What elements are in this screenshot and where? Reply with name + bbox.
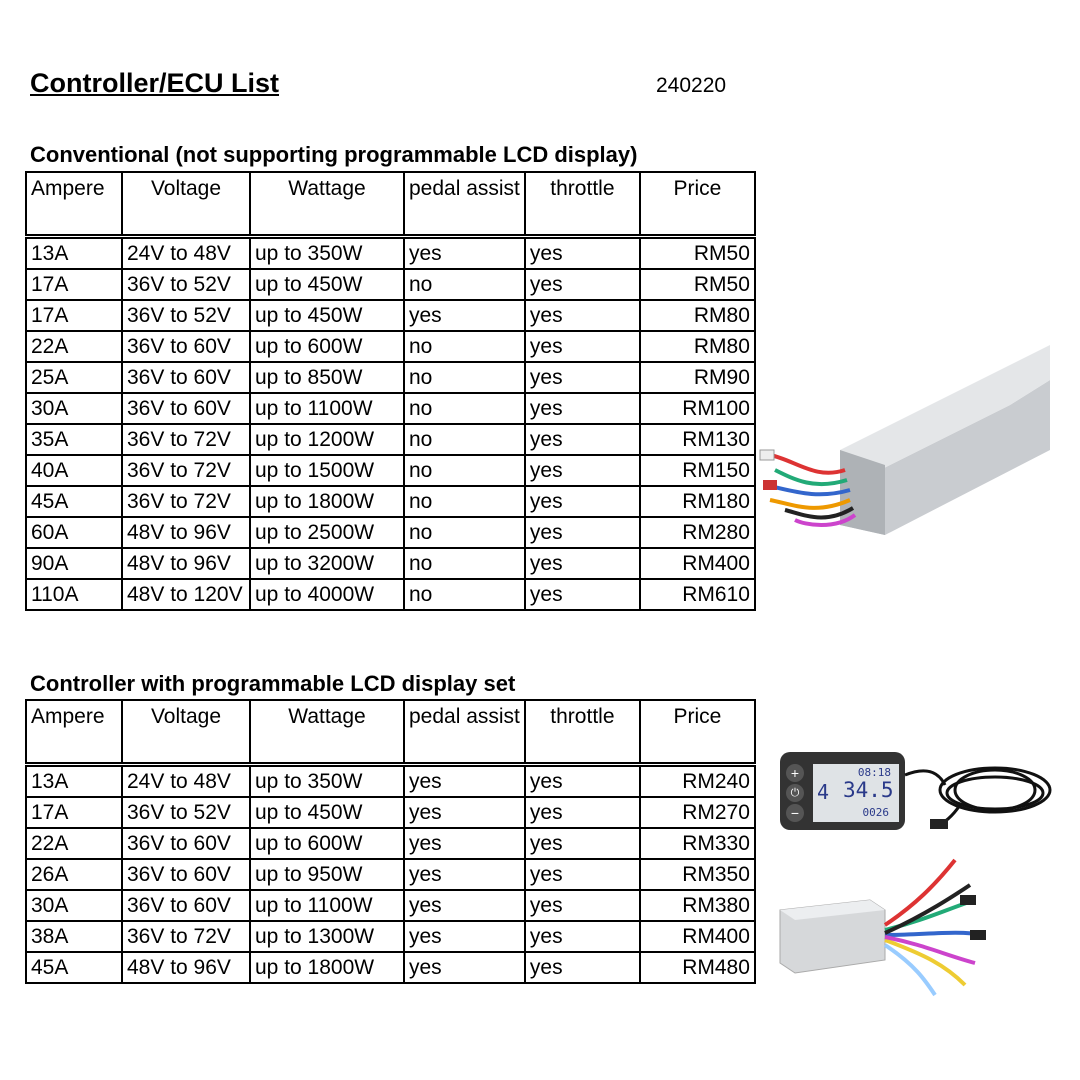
cell-price: RM100 [640,393,755,424]
column-header-wattage: Wattage [250,172,404,237]
cell-price: RM480 [640,952,755,983]
cell-price: RM80 [640,331,755,362]
cell-throttle: yes [525,828,640,859]
cell-throttle: yes [525,921,640,952]
cell-pedal-assist: no [404,331,525,362]
lcd-controller-photo [775,845,1005,1005]
cell-pedal-assist: yes [404,952,525,983]
cell-voltage: 48V to 96V [122,517,250,548]
table-row [26,517,755,548]
cell-throttle: yes [525,890,640,921]
cell-wattage: up to 1200W [250,424,404,455]
date-code: 240220 [656,74,727,97]
table-row [26,579,755,610]
cell-voltage: 36V to 52V [122,269,250,300]
cell-ampere: 17A [26,797,122,828]
cell-price: RM240 [640,765,755,798]
cell-pedal-assist: no [404,517,525,548]
cell-throttle: yes [525,579,640,610]
cell-throttle: yes [525,362,640,393]
lcd-display-photo [780,752,905,830]
minus-button-icon: − [786,804,804,822]
cell-throttle: yes [525,300,640,331]
cell-voltage: 48V to 120V [122,579,250,610]
table-row [26,859,755,890]
cell-price: RM380 [640,890,755,921]
cell-ampere: 22A [26,828,122,859]
header-row [26,700,755,765]
cell-ampere: 30A [26,890,122,921]
cell-throttle: yes [525,393,640,424]
cell-ampere: 13A [26,237,122,270]
cell-ampere: 22A [26,331,122,362]
cell-price: RM270 [640,797,755,828]
cell-price: RM90 [640,362,755,393]
cell-ampere: 40A [26,455,122,486]
cell-ampere: 38A [26,921,122,952]
cell-wattage: up to 600W [250,828,404,859]
cell-pedal-assist: no [404,269,525,300]
cell-throttle: yes [525,424,640,455]
cell-voltage: 36V to 60V [122,859,250,890]
cell-ampere: 60A [26,517,122,548]
cell-wattage: up to 450W [250,269,404,300]
table-row [26,765,755,798]
lcd-clock: 08:18 [857,766,891,779]
cell-pedal-assist: yes [404,237,525,270]
cell-pedal-assist: no [404,362,525,393]
section-heading-lcd: Controller with programmable LCD display set [30,671,516,696]
cell-price: RM130 [640,424,755,455]
cell-price: RM50 [640,269,755,300]
cell-price: RM280 [640,517,755,548]
table-row [26,828,755,859]
cell-voltage: 24V to 48V [122,765,250,798]
display-cable-photo [900,755,1060,835]
cell-ampere: 45A [26,486,122,517]
cell-ampere: 25A [26,362,122,393]
cell-wattage: up to 350W [250,765,404,798]
cell-voltage: 36V to 52V [122,300,250,331]
table-row [26,921,755,952]
cell-pedal-assist: no [404,579,525,610]
cell-pedal-assist: no [404,424,525,455]
column-header-throttle: throttle [525,172,640,237]
cell-throttle: yes [525,237,640,270]
cell-price: RM330 [640,828,755,859]
cell-ampere: 17A [26,269,122,300]
cell-price: RM400 [640,548,755,579]
cell-wattage: up to 1800W [250,486,404,517]
cell-ampere: 26A [26,859,122,890]
cell-pedal-assist: yes [404,859,525,890]
cell-pedal-assist: no [404,548,525,579]
conventional-controller-table [25,171,756,611]
cell-voltage: 36V to 72V [122,486,250,517]
cell-throttle: yes [525,331,640,362]
cell-pedal-assist: yes [404,921,525,952]
cell-wattage: up to 1300W [250,921,404,952]
lcd-assist: 4 [817,780,830,804]
column-header-pedal-assist: pedal assist [404,172,525,237]
cell-throttle: yes [525,517,640,548]
cell-pedal-assist: yes [404,300,525,331]
page-title: Controller/ECU List [30,68,280,98]
table-row [26,269,755,300]
table-row [26,486,755,517]
cell-ampere: 30A [26,393,122,424]
lcd-speed: 34.5 [843,778,894,802]
cell-price: RM150 [640,455,755,486]
cell-wattage: up to 950W [250,859,404,890]
cell-wattage: up to 450W [250,300,404,331]
cell-price: RM180 [640,486,755,517]
cell-wattage: up to 1100W [250,890,404,921]
table-row [26,548,755,579]
cell-throttle: yes [525,765,640,798]
cell-wattage: up to 850W [250,362,404,393]
cell-ampere: 35A [26,424,122,455]
cell-voltage: 48V to 96V [122,548,250,579]
cell-price: RM350 [640,859,755,890]
cell-pedal-assist: yes [404,828,525,859]
cell-ampere: 45A [26,952,122,983]
controller-photo [755,340,1055,540]
cell-wattage: up to 3200W [250,548,404,579]
table-row [26,797,755,828]
plus-button-icon: + [786,764,804,782]
cell-voltage: 36V to 60V [122,362,250,393]
cell-pedal-assist: no [404,393,525,424]
column-header-price: Price [640,172,755,237]
cell-pedal-assist: no [404,486,525,517]
cell-ampere: 13A [26,765,122,798]
cell-price: RM50 [640,237,755,270]
cell-throttle: yes [525,455,640,486]
cell-wattage: up to 1100W [250,393,404,424]
cell-voltage: 36V to 60V [122,393,250,424]
lcd-screen [813,764,899,822]
cell-price: RM400 [640,921,755,952]
cell-wattage: up to 2500W [250,517,404,548]
column-header-ampere: Ampere [26,700,122,765]
cell-price: RM80 [640,300,755,331]
column-header-voltage: Voltage [122,172,250,237]
cell-ampere: 17A [26,300,122,331]
cell-wattage: up to 1800W [250,952,404,983]
cell-voltage: 36V to 60V [122,331,250,362]
table-row [26,331,755,362]
cell-throttle: yes [525,859,640,890]
column-header-wattage: Wattage [250,700,404,765]
table-row [26,362,755,393]
cell-throttle: yes [525,952,640,983]
cell-pedal-assist: yes [404,890,525,921]
table-row [26,455,755,486]
cell-price: RM610 [640,579,755,610]
cell-voltage: 48V to 96V [122,952,250,983]
table-row [26,237,755,270]
cell-ampere: 90A [26,548,122,579]
table-row [26,890,755,921]
cell-voltage: 24V to 48V [122,237,250,270]
column-header-price: Price [640,700,755,765]
cell-pedal-assist: yes [404,765,525,798]
cell-voltage: 36V to 72V [122,455,250,486]
cell-wattage: up to 450W [250,797,404,828]
cell-pedal-assist: yes [404,797,525,828]
cell-voltage: 36V to 60V [122,890,250,921]
lcd-controller-table [25,699,756,984]
cell-wattage: up to 1500W [250,455,404,486]
cell-pedal-assist: no [404,455,525,486]
lcd-odometer: 0026 [862,806,889,819]
table-row [26,424,755,455]
table-row [26,393,755,424]
header-row [26,172,755,237]
cell-voltage: 36V to 72V [122,424,250,455]
cell-throttle: yes [525,269,640,300]
section-heading-conventional: Conventional (not supporting programmable LCD display) [30,142,638,167]
cell-throttle: yes [525,548,640,579]
cell-voltage: 36V to 72V [122,921,250,952]
column-header-voltage: Voltage [122,700,250,765]
cell-wattage: up to 350W [250,237,404,270]
cell-voltage: 36V to 60V [122,828,250,859]
table-row [26,952,755,983]
column-header-ampere: Ampere [26,172,122,237]
power-button-icon: ⏻ [786,784,804,802]
cell-throttle: yes [525,486,640,517]
column-header-throttle: throttle [525,700,640,765]
cell-voltage: 36V to 52V [122,797,250,828]
cell-throttle: yes [525,797,640,828]
column-header-pedal-assist: pedal assist [404,700,525,765]
cell-wattage: up to 600W [250,331,404,362]
cell-ampere: 110A [26,579,122,610]
table-row [26,300,755,331]
cell-wattage: up to 4000W [250,579,404,610]
